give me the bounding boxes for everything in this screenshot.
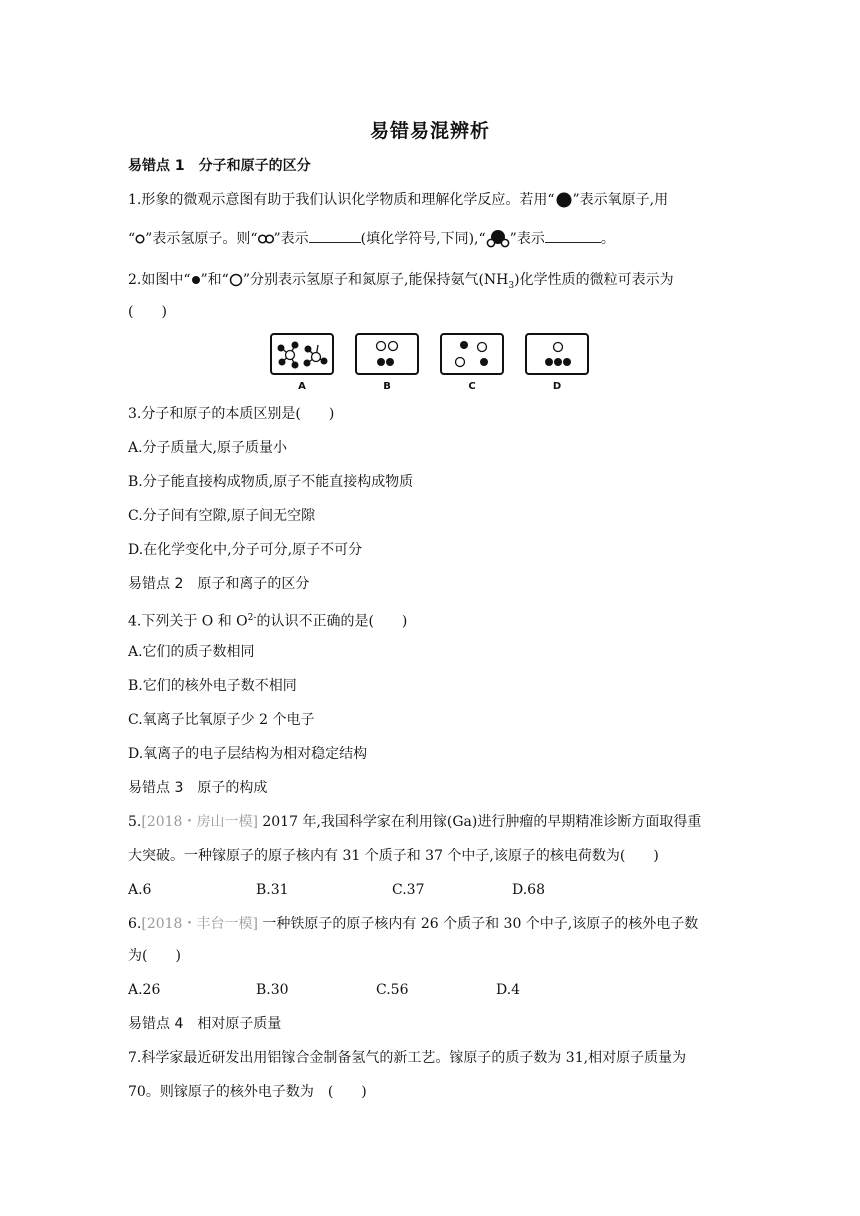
figure-box-a <box>270 333 334 375</box>
answer-blank-1[interactable] <box>309 228 361 243</box>
figure-box-d <box>525 333 589 375</box>
q4-option-a: A.它们的质子数相同 <box>128 644 255 660</box>
h2-molecule-icon <box>258 234 274 244</box>
q6-source-tag: [2018・丰台一模] <box>141 916 258 932</box>
q5-option-a: A.6 <box>128 882 152 898</box>
q7-line2: 70。则镓原子的核外电子数为 ( ) <box>128 1084 367 1100</box>
hydrogen-atom-icon <box>135 234 145 244</box>
page-title: 易错易混辨析 <box>369 120 490 142</box>
answer-blank-2[interactable] <box>545 228 601 243</box>
q3-option-a: A.分子质量大,原子质量小 <box>128 440 288 456</box>
q5-line1: 5.[2018・房山一模] 2017 年,我国科学家在利用镓(Ga)进行肿瘤的早期精准诊断方面取得重 <box>128 814 702 830</box>
q3-option-d: D.在化学变化中,分子可分,原子不可分 <box>128 542 363 558</box>
q3-option-b: B.分子能直接构成物质,原子不能直接构成物质 <box>128 474 414 490</box>
q2-figure <box>270 333 600 397</box>
q4-option-b: B.它们的核外电子数不相同 <box>128 678 297 694</box>
section-heading-2: 易错点 2 原子和离子的区分 <box>128 576 310 592</box>
option-d-molecules <box>527 335 587 373</box>
q5-option-b: B.31 <box>256 882 289 898</box>
q6-option-d: D.4 <box>496 982 521 998</box>
figure-box-b <box>355 333 419 375</box>
water-molecule-icon <box>486 229 510 249</box>
oxygen-atom-icon <box>555 191 573 209</box>
q6-line1: 6.[2018・丰台一模] 一种铁原子的原子核内有 26 个质子和 30 个中子,该原子的核外电子数 <box>128 916 699 932</box>
q5-line2: 大突破。一种镓原子的原子核内有 31 个质子和 37 个中子,该原子的核电荷数为( ) <box>128 848 659 864</box>
q2-line1: 2.如图中“ ”和“ ”分别表示氢原子和氮原子,能保持氨气$(NH_3)$化学性质的微粒可表示为 <box>128 272 674 291</box>
q1-line1: 1.形象的微观示意图有助于我们认识化学物质和理解化学反应。若用“ ”表示氧原子,用 <box>128 192 669 208</box>
option-c-molecules <box>442 335 502 373</box>
option-a-molecules <box>272 335 332 373</box>
q4-option-c: C.氧离子比氧原子少 2 个电子 <box>128 712 315 728</box>
q6-option-c: C.56 <box>376 982 409 998</box>
section-heading-3: 易错点 3 原子的构成 <box>128 780 268 796</box>
q5-option-c: C.37 <box>392 882 425 898</box>
q1-line2: “ ”表示氢原子。则“ ”表示 (填化学符号,下同),“ ”表示 。 <box>128 228 615 249</box>
q6-option-a: A.26 <box>128 982 161 998</box>
q3-option-c: C.分子间有空隙,原子间无空隙 <box>128 508 316 524</box>
q5-option-d: D.68 <box>512 882 545 898</box>
section-heading-1: 易错点 1 分子和原子的区分 <box>128 158 311 174</box>
nitrogen-ring-icon <box>229 273 243 287</box>
q6-options <box>128 980 520 1000</box>
figure-label-b: B <box>383 381 391 392</box>
section-heading-4: 易错点 4 相对原子质量 <box>128 1016 282 1032</box>
figure-label-a: A <box>298 381 306 392</box>
figure-label-c: C <box>468 381 476 392</box>
option-b-molecules <box>357 335 417 373</box>
q6-line2: 为( ) <box>128 948 181 964</box>
figure-label-d: D <box>552 381 562 392</box>
q4-stem: 4.下列关于 O 和 $O^{2-}$的认识不正确的是( ) <box>128 613 408 630</box>
q2-line2: ( ) <box>128 304 167 320</box>
figure-box-c <box>440 333 504 375</box>
q5-options <box>128 880 545 900</box>
q5-source-tag: [2018・房山一模] <box>141 814 258 830</box>
q6-option-b: B.30 <box>256 982 289 998</box>
q4-option-d: D.氧离子的电子层结构为相对稳定结构 <box>128 746 368 762</box>
q7-line1: 7.科学家最近研发出用铝镓合金制备氢气的新工艺。镓原子的质子数为 31,相对原子质量为 <box>128 1050 687 1066</box>
hydrogen-dot-icon <box>191 275 201 285</box>
q3-stem: 3.分子和原子的本质区别是( ) <box>128 406 335 422</box>
